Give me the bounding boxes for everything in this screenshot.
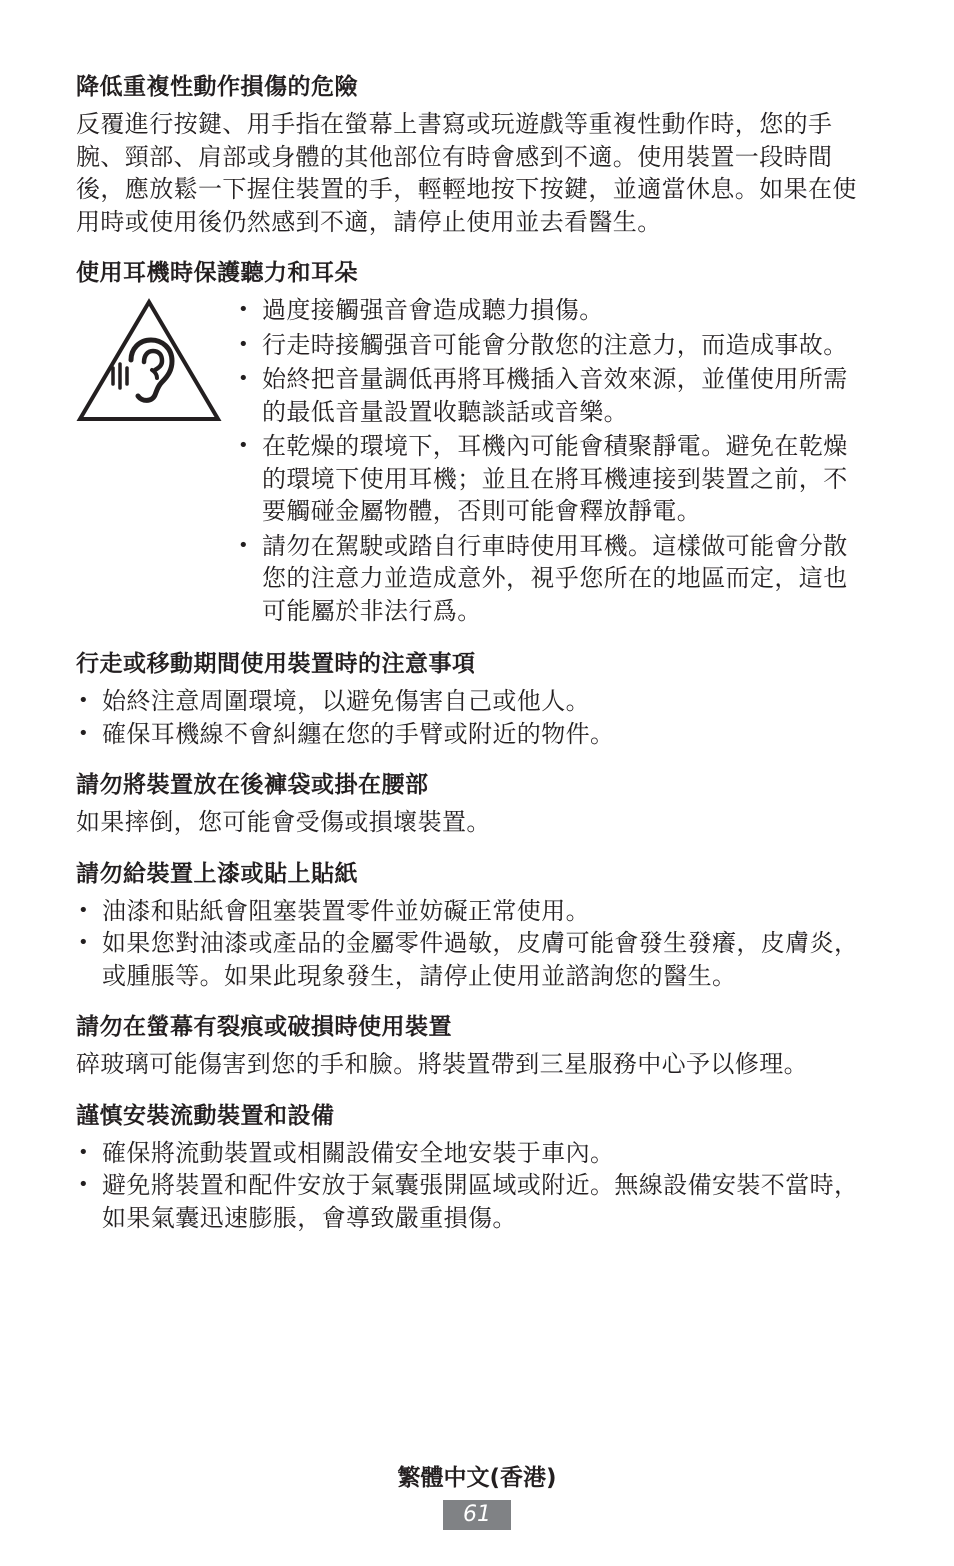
section-text: 反覆進行按鍵、用手指在螢幕上書寫或玩遊戲等重複性動作時，您的手腕、頸部、肩部或身體的其他部位有時會感到不適。使用裝置一段時間後，應放鬆一下握住裝置的手，輕輕地按下按鍵，並適當休息。如果在使用時或使用後仍然感到不適，請停止使用並去看醫生。: [76, 110, 857, 236]
section-heading: 使用耳機時保護聽力和耳朵: [76, 260, 358, 286]
section-text: 如果摔倒，您可能會受傷或損壞裝置。: [76, 808, 491, 836]
list-item: • 在乾燥的環境下，耳機內可能會積聚靜電。避免在乾燥的環境下使用耳機；並且在將耳機連接到裝置之前，不要觸碰金屬物體，否則可能會釋放靜電。: [236, 430, 856, 528]
list-item: • 油漆和貼紙會阻塞裝置零件並妨礙正常使用。: [76, 895, 876, 928]
paint-bullet-list: [76, 895, 876, 993]
page-number: 61: [443, 1500, 511, 1530]
list-item: • 過度接觸强音會造成聽力損傷。: [236, 294, 856, 327]
hearing-bullet-list: [236, 294, 856, 629]
document-page: [76, 70, 876, 1252]
page-footer: [0, 1462, 954, 1530]
section-back-pocket: [76, 768, 876, 839]
list-item: • 始終注意周圍環境，以避免傷害自己或他人。: [76, 685, 876, 718]
section-heading: 請勿在螢幕有裂痕或破損時使用裝置: [76, 1014, 452, 1040]
section-heading: 請勿給裝置上漆或貼上貼紙: [76, 860, 358, 887]
section-heading: 降低重複性動作損傷的危險: [76, 74, 358, 100]
list-item: • 請勿在駕駛或踏自行車時使用耳機。這樣做可能會分散您的注意力並造成意外，視乎您所在的地區而定，這也可能屬於非法行爲。: [236, 530, 856, 628]
section-text: 碎玻璃可能傷害到您的手和臉。將裝置帶到三星服務中心予以修理。: [76, 1050, 808, 1078]
section-mobile-installation: [76, 1099, 876, 1235]
section-heading: 請勿將裝置放在後褲袋或掛在腰部: [76, 772, 429, 798]
section-hearing-protection: [76, 256, 876, 629]
list-item: • 如果您對油漆或產品的金屬零件過敏，皮膚可能會發生發癢，皮膚炎，或腫脹等。如果此現象發生，請停止使用並諮詢您的醫生。: [76, 927, 876, 992]
hearing-warning-icon: [76, 298, 222, 423]
section-heading: 行走或移動期間使用裝置時的注意事項: [76, 651, 476, 677]
walking-bullet-list: [76, 685, 876, 750]
list-item: • 始終把音量調低再將耳機插入音效來源，並僅使用所需的最低音量設置收聽談話或音樂。: [236, 363, 856, 428]
section-paint-stickers: [76, 857, 876, 993]
list-item: • 確保耳機線不會糾纏在您的手臂或附近的物件。: [76, 718, 876, 751]
list-item: • 行走時接觸强音可能會分散您的注意力，而造成事故。: [236, 329, 856, 362]
footer-language: 繁體中文(香港): [397, 1465, 557, 1491]
section-heading: 謹慎安裝流動裝置和設備: [76, 1102, 335, 1129]
list-item: • 確保將流動裝置或相關設備安全地安裝于車內。: [76, 1137, 876, 1170]
earphone-block: [76, 294, 876, 629]
list-item: • 避免將裝置和配件安放于氣囊張開區域或附近。無線設備安裝不當時，如果氣囊迅速膨脹，會導致嚴重損傷。: [76, 1169, 876, 1234]
installation-bullet-list: [76, 1137, 876, 1235]
section-walking-use: [76, 647, 876, 750]
section-cracked-screen: [76, 1010, 876, 1081]
section-repetitive-motion: [76, 70, 876, 238]
